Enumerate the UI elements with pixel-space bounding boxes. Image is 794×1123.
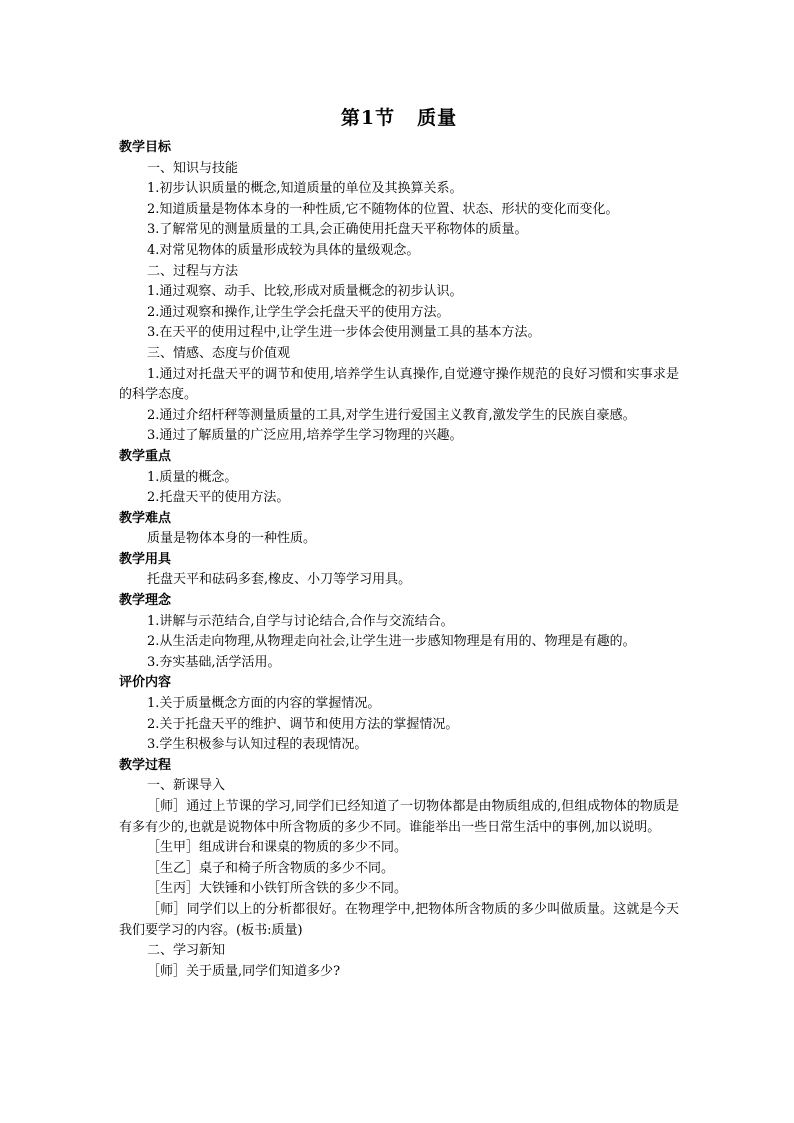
list-item: 3.通过了解质量的广泛应用,培养学生学习物理的兴趣。: [147, 428, 463, 444]
list-item: 3.在天平的使用过程中,让学生进一步体会使用测量工具的基本方法。: [147, 325, 541, 341]
list-item: 1.关于质量概念方面的内容的掌握情况。: [147, 696, 381, 712]
section-heading-tools: 教学用具: [119, 551, 172, 567]
list-item: 1.初步认识质量的概念,知道质量的单位及其换算关系。: [147, 181, 463, 197]
list-item: 3.了解常见的测量质量的工具,会正确使用托盘天平称物体的质量。: [147, 222, 528, 238]
list-item: 3.夯实基础,活学活用。: [147, 654, 281, 670]
dialogue-line: ［师］关于质量,同学们知道多少?: [147, 963, 341, 979]
dialogue-paragraph: ［师］通过上节课的学习,同学们已经知道了一切物体都是由物质组成的,但组成物体的物质是有多有少的,也就是说物体中所含物质的多少不同。谁能举出一些日常生活中的事例,加以说明。: [119, 799, 679, 835]
subheading-attitude-values: 三、情感、态度与价值观: [147, 345, 291, 361]
document-page: [119, 104, 679, 982]
list-item: 2.托盘天平的使用方法。: [147, 490, 290, 506]
subheading-process-method: 二、过程与方法: [147, 263, 239, 279]
list-item: 1.通过观察、动手、比较,形成对质量概念的初步认识。: [147, 284, 463, 300]
section-heading-concept: 教学理念: [119, 593, 172, 609]
list-item: 2.通过介绍杆秤等测量质量的工具,对学生进行爱国主义教育,激发学生的民族自豪感。: [147, 407, 636, 423]
section-heading-difficulty: 教学难点: [119, 510, 172, 526]
list-item: 质量是物体本身的一种性质。: [147, 531, 317, 547]
section-heading-process: 教学过程: [119, 757, 172, 773]
subheading-new-knowledge: 二、学习新知: [147, 943, 226, 959]
dialogue-line: ［生甲］组成讲台和课桌的物质的多少不同。: [147, 840, 408, 856]
section-heading-key-points: 教学重点: [119, 448, 172, 464]
list-item: 托盘天平和砝码多套,橡皮、小刀等学习用具。: [147, 572, 412, 588]
list-item: 2.通过观察和操作,让学生学会托盘天平的使用方法。: [147, 304, 450, 320]
list-item: 3.学生积极参与认知过程的表现情况。: [147, 737, 368, 753]
subheading-intro: 一、新课导入: [147, 778, 226, 794]
subheading-knowledge: 一、知识与技能: [147, 160, 239, 176]
list-item: 1.质量的概念。: [147, 469, 238, 485]
list-item: 1.讲解与示范结合,自学与讨论结合,合作与交流结合。: [147, 613, 454, 629]
dialogue-line: ［生乙］桌子和椅子所含物质的多少不同。: [147, 860, 395, 876]
title-topic: 质量: [417, 107, 458, 129]
list-item: 2.从生活走向物理,从物理走向社会,让学生进一步感知物理是有用的、物理是有趣的。: [147, 634, 636, 650]
list-item: 4.对常见物体的质量形成较为具体的量级观念。: [147, 242, 420, 258]
dialogue-line: ［生丙］大铁锤和小铁钉所含铁的多少不同。: [147, 881, 408, 897]
page-title: [119, 104, 679, 132]
dialogue-paragraph: ［师］同学们以上的分析都很好。在物理学中,把物体所含物质的多少叫做质量。这就是今天我们要学习的内容。(板书:质量): [119, 901, 679, 938]
list-item: 2.关于托盘天平的维护、调节和使用方法的掌握情况。: [147, 716, 459, 732]
section-heading-evaluation: 评价内容: [119, 675, 172, 691]
title-section-number: 第1节: [340, 107, 396, 129]
list-item: 2.知道质量是物体本身的一种性质,它不随物体的位置、状态、形状的变化而变化。: [147, 201, 619, 217]
list-item: 1.通过对托盘天平的调节和使用,培养学生认真操作,自觉遵守操作规范的良好习惯和实事求是的科学态度。: [119, 366, 679, 403]
section-heading-goals: 教学目标: [119, 140, 172, 155]
